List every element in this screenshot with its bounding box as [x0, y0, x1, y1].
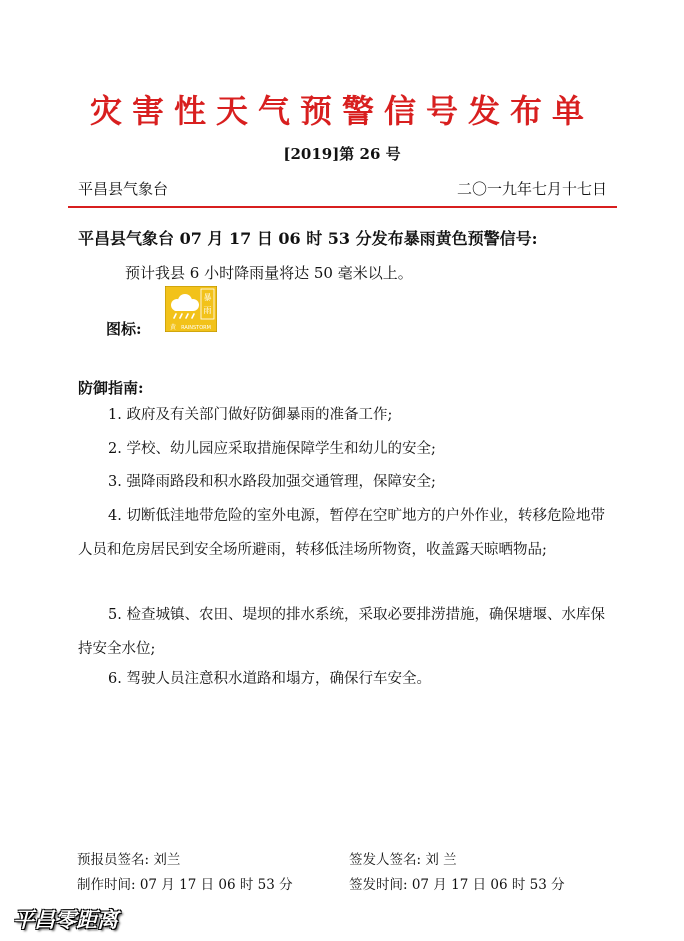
guide-item: 6. 驾驶人员注意积水道路和塌方，确保行车安全。	[108, 671, 431, 687]
guide-heading: 防御指南:	[78, 379, 144, 397]
guide-item: 1. 政府及有关部门做好防御暴雨的准备工作;	[108, 407, 393, 423]
forecaster-signature: 预报员签名: 刘兰	[77, 852, 181, 868]
icon-char-2: 雨	[203, 306, 212, 315]
guide-item: 2. 学校、幼儿园应采取措施保障学生和幼儿的安全;	[108, 441, 436, 457]
document-number: [2019]第 26 号	[283, 145, 401, 163]
header-divider	[68, 206, 617, 208]
icon-char-1: 暴	[203, 293, 212, 302]
guide-item: 3. 强降雨路段和积水路段加强交通管理，保障安全;	[108, 474, 436, 490]
icon-english-label: RAINSTORM	[181, 325, 211, 331]
guide-item: 4. 切断低洼地带危险的室外电源，暂停在空旷地方的户外作业，转移危险地带人员和危房居民到安全场所避雨，转移低洼场所物资，收盖露天晾晒物品;	[78, 508, 605, 558]
watermark-logo: 平昌零距离	[13, 908, 118, 932]
page-title: 灾害性天气预警信号发布单	[89, 92, 594, 130]
issued-time: 签发时间: 07 月 17 日 06 时 53 分	[349, 877, 565, 893]
made-time: 制作时间: 07 月 17 日 06 时 53 分	[77, 877, 293, 893]
rainstorm-yellow-warning-icon	[165, 286, 217, 332]
icon-label: 图标:	[106, 320, 142, 338]
warning-headline: 平昌县气象台 07 月 17 日 06 时 53 分发布暴雨黄色预警信号:	[78, 229, 538, 248]
issuer: 平昌县气象台	[78, 180, 169, 198]
forecast-text: 预计我县 6 小时降雨量将达 50 毫米以上。	[125, 264, 413, 282]
icon-level-char: 黄	[170, 324, 177, 331]
issue-date: 二〇一九年七月十七日	[456, 180, 607, 198]
guide-item: 5. 检查城镇、农田、堤坝的排水系统，采取必要排涝措施，确保塘堰、水库保持安全水位;	[78, 607, 605, 657]
approver-signature: 签发人签名: 刘 兰	[349, 852, 457, 868]
